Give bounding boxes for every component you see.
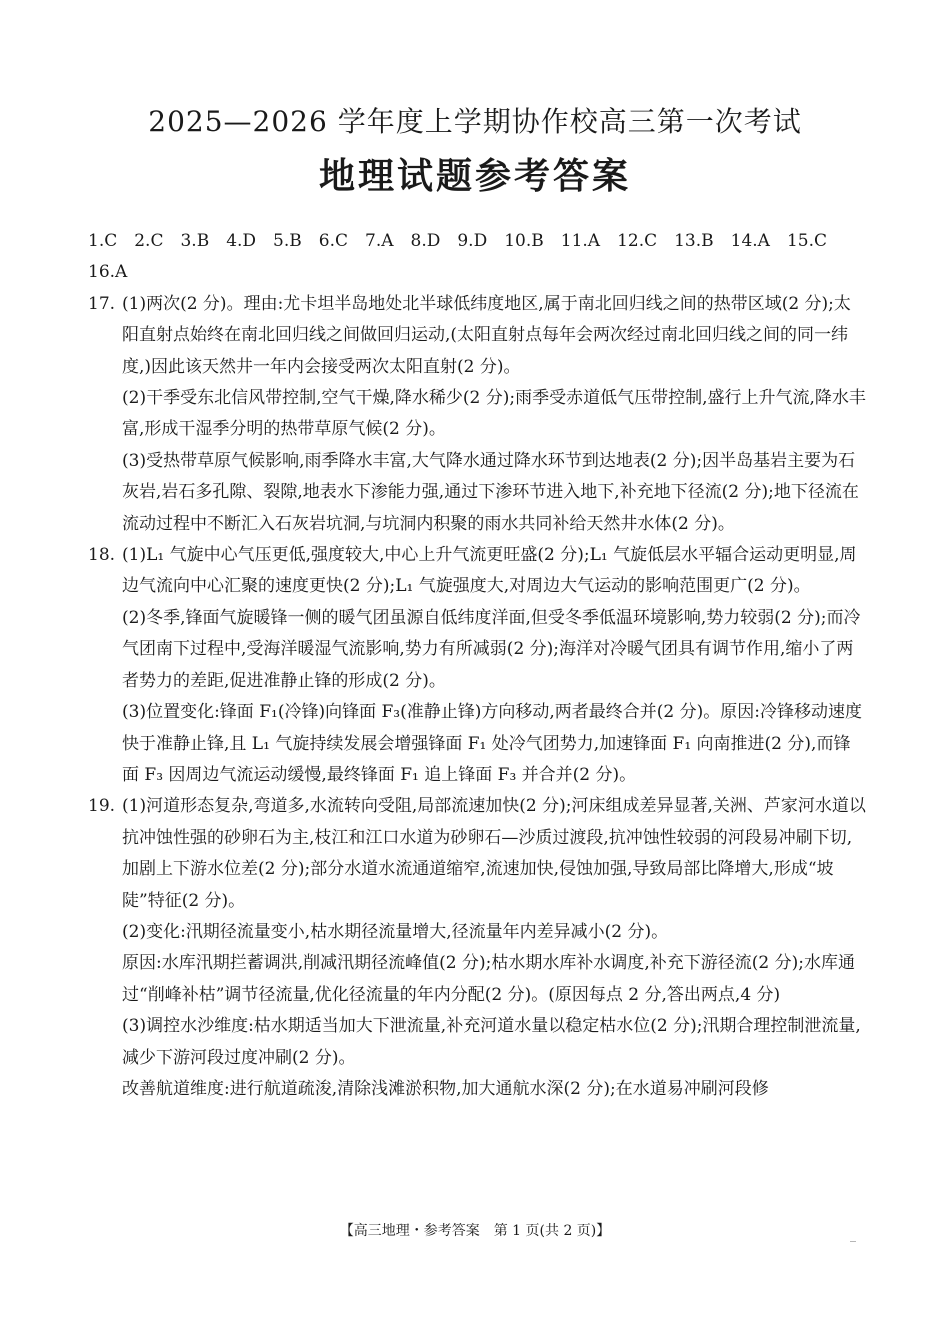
answer-text: (1)河道形态复杂,弯道多,水流转向受阻,局部流速加快(2 分);河床组成差异显著,关洲、芦家河水道以抗冲蚀性强的砂卵石为主,枝江和江口水道为砂卵石—沙质过渡段,抗冲蚀性较弱的河段易冲刷下切,加剧上下游水位差(2 分);部分水道水流通道缩窄,流速加快,侵蚀加强,导致局部比降增大,形成“坡陡”特征(2 分)。: [122, 796, 866, 911]
mc-answer: 1.C: [88, 231, 118, 251]
mc-answer: 5.B: [273, 231, 302, 251]
question-number: 17.: [88, 293, 116, 314]
question-19-part-1: [88, 791, 866, 917]
mc-answer: 15.C: [786, 231, 827, 251]
mc-answer: 6.C: [318, 231, 348, 251]
question-18-part-3: (3)位置变化:锋面 F₁(冷锋)向锋面 F₃(准静止锋)方向移动,两者最终合并(2 分)。原因:冷锋移动速度快于准静止锋,且 L₁ 气旋持续发展会增强锋面 F₁ 处冷气团势力,加速锋面 F₁ 向南推进(2 分),而锋面 F₃ 因周边气流运动缓慢,最终锋面 F₁ 追上锋面 F₃ 并合并(2 分)。: [122, 702, 862, 785]
question-18-part-1: [88, 540, 866, 603]
scan-mark: _: [850, 1228, 856, 1242]
question-19-part-3-navigation: 改善航道维度:进行航道疏浚,清除浅滩淤积物,加大通航水深(2 分);在水道易冲刷河段修: [122, 1078, 769, 1099]
page-footer: 【高三地理・参考答案 第 1 页(共 2 页)】: [339, 1223, 611, 1239]
question-19-part-3: (3)调控水沙维度:枯水期适当加大下泄流量,补充河道水量以稳定枯水位(2 分);汛期合理控制泄流量,减少下游河段过度冲刷(2 分)。: [122, 1016, 861, 1068]
mc-answer: 16.A: [88, 262, 128, 283]
question-17-part-3: (3)受热带草原气候影响,雨季降水丰富,大气降水通过降水环节到达地表(2 分);因半岛基岩主要为石灰岩,岩石多孔隙、裂隙,地表水下渗能力强,通过下渗环节进入地下,补充地下径流(2 分);地下径流在流动过程中不断汇入石灰岩坑洞,与坑洞内积聚的雨水共同补给天然井水体(2 分)。: [122, 450, 859, 534]
mc-answer: 10.B: [504, 231, 544, 251]
mc-answer: 14.A: [730, 231, 770, 251]
mc-answer: 7.A: [365, 231, 394, 251]
mc-answer: 2.C: [134, 231, 164, 251]
exam-title: 2025—2026 学年度上学期协作校高三第一次考试: [148, 105, 802, 138]
answer-text: (1)L₁ 气旋中心气压更低,强度较大,中心上升气流更旺盛(2 分);L₁ 气旋低层水平辐合运动更明显,周边气流向中心汇聚的速度更快(2 分);L₁ 气旋强度大,对周边大气运动的影响范围更广(2 分)。: [122, 545, 857, 597]
mc-answer: 9.D: [457, 231, 488, 251]
question-17-part-1: [88, 289, 866, 383]
mc-answer: 4.D: [226, 231, 257, 251]
question-number: 19.: [88, 796, 116, 817]
question-17-part-2: (2)干季受东北信风带控制,空气干燥,降水稀少(2 分);雨季受赤道低气压带控制,盛行上升气流,降水丰富,形成干湿季分明的热带草原气候(2 分)。: [122, 388, 866, 440]
question-19-part-2: (2)变化:汛期径流量变小,枯水期径流量增大,径流量年内差异减小(2 分)。: [122, 921, 669, 942]
mc-answer: 3.B: [180, 231, 210, 251]
answer-text: (1)两次(2 分)。理由:尤卡坦半岛地处北半球低纬度地区,属于南北回归线之间的热带区域(2 分);太阳直射点始终在南北回归线之间做回归运动,(太阳直射点每年会两次经过南北回归线之间的同一纬度,)因此该天然井一年内会接受两次太阳直射(2 分)。: [122, 293, 851, 377]
question-19-part-2-reason: 原因:水库汛期拦蓄调洪,削减汛期径流峰值(2 分);枯水期水库补水调度,补充下游径流(2 分);水库通过“削峰补枯”调节径流量,优化径流量的年内分配(2 分)。(原因每点 2 分,答出两点,4 分): [122, 953, 855, 1005]
subject-title: 地理试题参考答案: [318, 155, 631, 197]
multiple-choice-answers: [88, 226, 866, 289]
question-number: 18.: [88, 545, 116, 566]
mc-answer: 13.B: [674, 231, 714, 251]
question-18-part-2: (2)冬季,锋面气旋暖锋一侧的暖气团虽源自低纬度洋面,但受冬季低温环境影响,势力较弱(2 分);而冷气团南下过程中,受海洋暖湿气流影响,势力有所减弱(2 分);海洋对冷暖气团具有调节作用,缩小了两者势力的差距,促进准静止锋的形成(2 分)。: [122, 607, 861, 691]
mc-answer: 8.D: [410, 231, 441, 251]
mc-answer: 12.C: [617, 231, 658, 251]
mc-answer: 11.A: [560, 231, 601, 251]
answer-content: [88, 226, 866, 1105]
